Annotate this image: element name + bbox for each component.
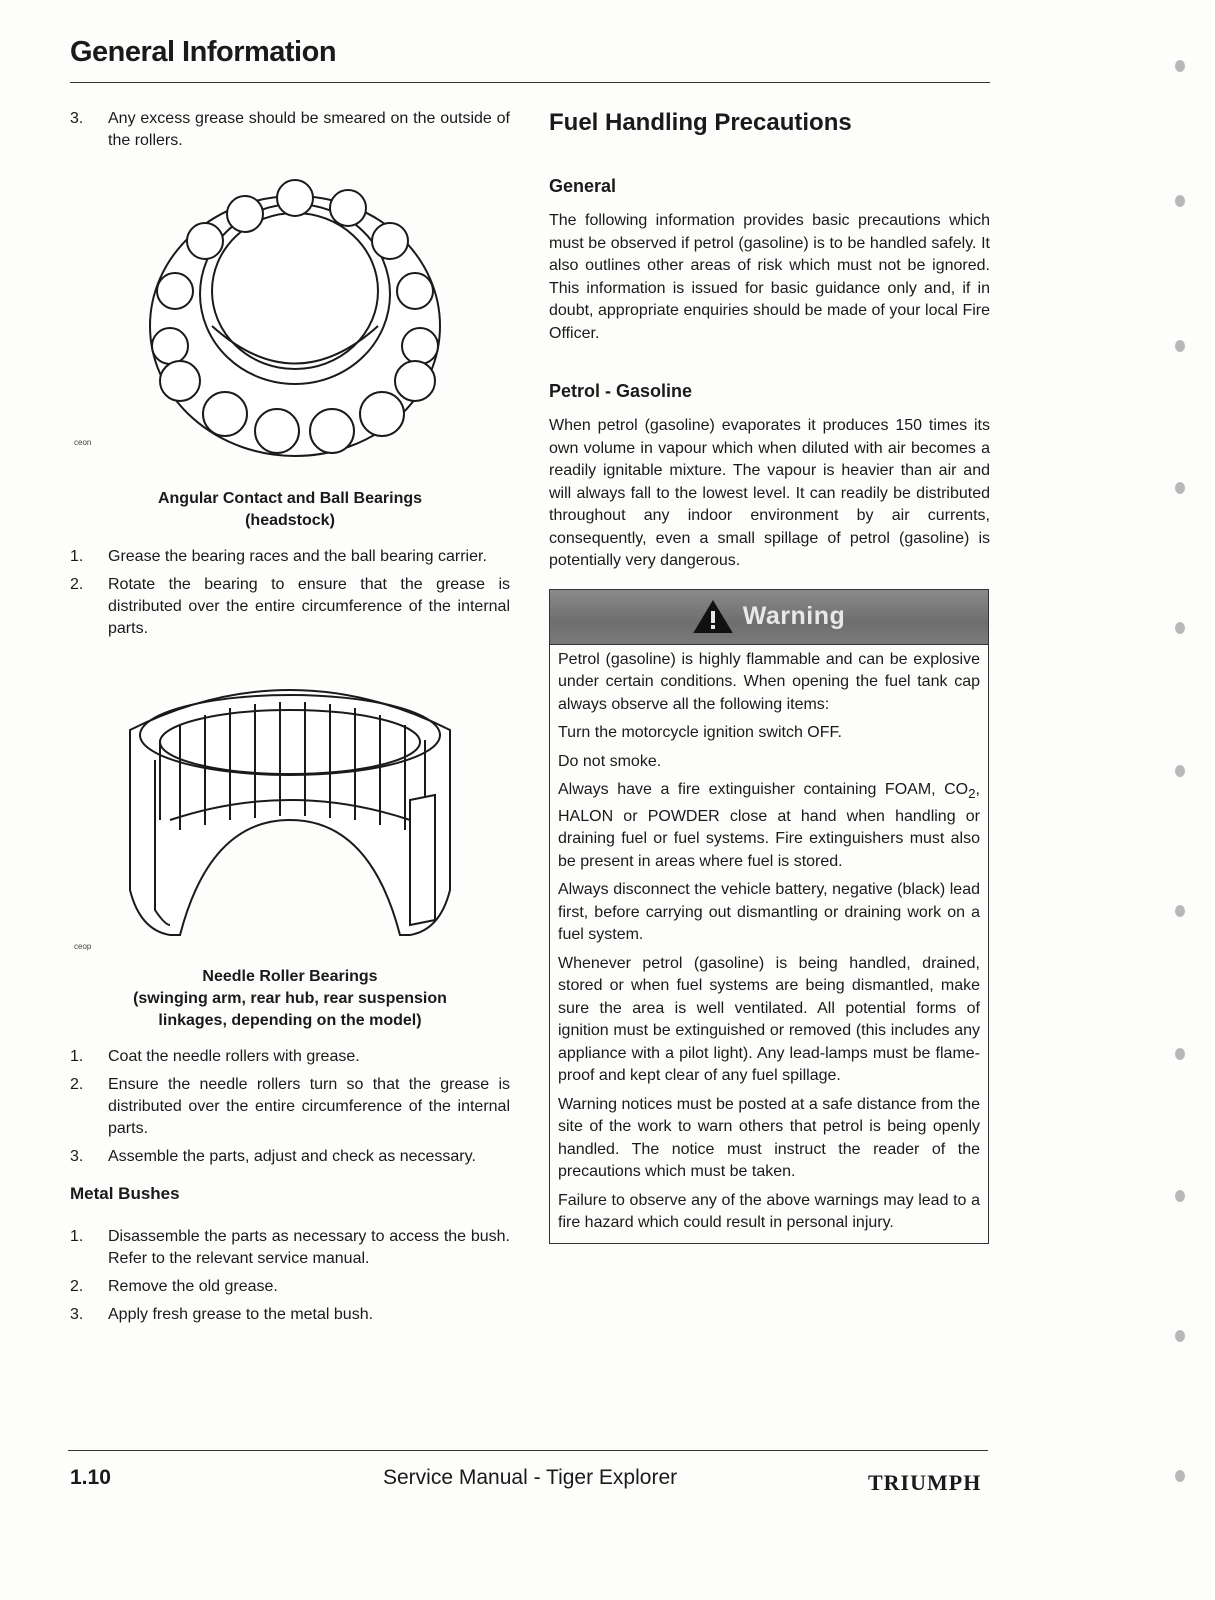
list-item: 2. Rotate the bearing to ensure that the grease is distributed over the entire circumference of the internal parts. bbox=[70, 576, 510, 637]
intro-list bbox=[70, 108, 510, 152]
warning-text: Turn the motorcycle ignition switch OFF. bbox=[558, 724, 842, 741]
warning-text: Whenever petrol (gasoline) is being handled, drained, stored or when fuel systems are being dismantled, make sure the area is well ventilated. All potential forms of ignition must be extinguished or removed (this includes any appliance with a pilot light). Any lead-lamps must be flame-proof and kept clear of any fuel spillage. bbox=[558, 954, 980, 1085]
left-column bbox=[70, 108, 510, 1332]
list-item: 2. Remove the old grease. bbox=[70, 1278, 278, 1295]
figure-caption: Angular Contact and Ball Bearings (headstock) bbox=[157, 490, 423, 529]
warning-text: Always disconnect the vehicle battery, negative (black) lead first, before carrying out dismantling or draining work on a fuel system. bbox=[558, 881, 980, 944]
binding-hole bbox=[1175, 905, 1185, 917]
figure-needle-bearing bbox=[70, 680, 510, 950]
figure-code: ceon bbox=[74, 438, 92, 447]
warning-body bbox=[550, 645, 988, 1243]
list-item: 2. Ensure the needle rollers turn so that the grease is distributed over the entire circumference of the internal parts. bbox=[70, 1076, 510, 1137]
page-header-title: General Information bbox=[70, 36, 337, 68]
binding-hole bbox=[1175, 482, 1185, 494]
general-heading: General bbox=[549, 176, 617, 196]
right-column bbox=[549, 108, 990, 1244]
needle-bearing-illustration bbox=[70, 680, 510, 950]
binding-hole bbox=[1175, 1048, 1185, 1060]
general-paragraph: The following information provides basic precautions which must be observed if petrol (gasoline) is to be handled safely. It also outlines other areas of risk which must not be ignored. This information is issued for basic guidance only and, if in doubt, appropriate enquiries should be made of your local Fire Officer. bbox=[549, 212, 990, 342]
binding-hole bbox=[1175, 622, 1185, 634]
binding-hole bbox=[1175, 1190, 1185, 1202]
binding-hole bbox=[1175, 340, 1185, 352]
warning-box bbox=[549, 589, 989, 1244]
warning-text: Always have a fire extinguisher containing FOAM, $CO_2$, HALON or POWDER close at hand when handling or draining fuel or fuel systems. Fire extinguishers must also be present in areas where fuel is stored. bbox=[558, 781, 980, 870]
section-title: Fuel Handling Precautions bbox=[549, 109, 852, 136]
angular-bearing-illustration bbox=[70, 176, 510, 476]
manual-title: Service Manual - Tiger Explorer bbox=[383, 1466, 678, 1489]
list-item: 3. Any excess grease should be smeared on the outside of the rollers. bbox=[70, 110, 510, 149]
needle-list bbox=[70, 1046, 510, 1168]
binding-hole bbox=[1175, 60, 1185, 72]
warning-header bbox=[550, 590, 988, 645]
warning-triangle-icon bbox=[693, 600, 733, 634]
list-item: 3. Apply fresh grease to the metal bush. bbox=[70, 1306, 374, 1323]
list-item: 3. Assemble the parts, adjust and check as necessary. bbox=[70, 1148, 476, 1165]
list-item: 1. Disassemble the parts as necessary to access the bush. Refer to the relevant service manual. bbox=[70, 1228, 510, 1267]
binding-hole bbox=[1175, 1330, 1185, 1342]
brand-logo: TRIUMPH bbox=[868, 1470, 982, 1495]
figure-angular-bearing bbox=[70, 176, 510, 476]
binding-hole bbox=[1175, 1470, 1185, 1482]
petrol-heading: Petrol - Gasoline bbox=[549, 381, 693, 401]
binding-hole bbox=[1175, 765, 1185, 777]
warning-text: Warning notices must be posted at a safe distance from the site of the work to warn others that petrol is being openly handled. The notice must instruct the reader of the precautions which must be taken. bbox=[558, 1095, 980, 1181]
page-number: 1.10 bbox=[70, 1466, 111, 1489]
footer-rule bbox=[68, 1450, 988, 1451]
warning-label: Warning bbox=[742, 602, 846, 630]
bearing-list bbox=[70, 546, 510, 640]
list-item: 1. Grease the bearing races and the ball bearing carrier. bbox=[70, 548, 487, 565]
warning-text: Failure to observe any of the above warnings may lead to a fire hazard which could result in personal injury. bbox=[558, 1191, 980, 1232]
figure-caption: Needle Roller Bearings (swinging arm, rear hub, rear suspension linkages, depending on the model) bbox=[133, 968, 447, 1029]
binding-hole bbox=[1175, 195, 1185, 207]
figure-code: ceop bbox=[74, 942, 92, 951]
bushes-list bbox=[70, 1226, 510, 1326]
petrol-paragraph: When petrol (gasoline) evaporates it produces 150 times its own volume in vapour which when diluted with air becomes a readily ignitable mixture. The vapour is heavier than air and will always fall to the lowest level. It can readily be distributed throughout any indoor environment by air currents, consequently, even a small spillage of petrol (gasoline) is potentially very dangerous. bbox=[549, 417, 990, 569]
warning-text: Do not smoke. bbox=[558, 752, 662, 770]
header-rule bbox=[70, 82, 990, 83]
list-item: 1. Coat the needle rollers with grease. bbox=[70, 1048, 360, 1065]
metal-bushes-heading: Metal Bushes bbox=[70, 1184, 180, 1203]
warning-text: Petrol (gasoline) is highly flammable and can be explosive under certain conditions. When opening the fuel tank cap always observe all the following items: bbox=[558, 650, 980, 713]
